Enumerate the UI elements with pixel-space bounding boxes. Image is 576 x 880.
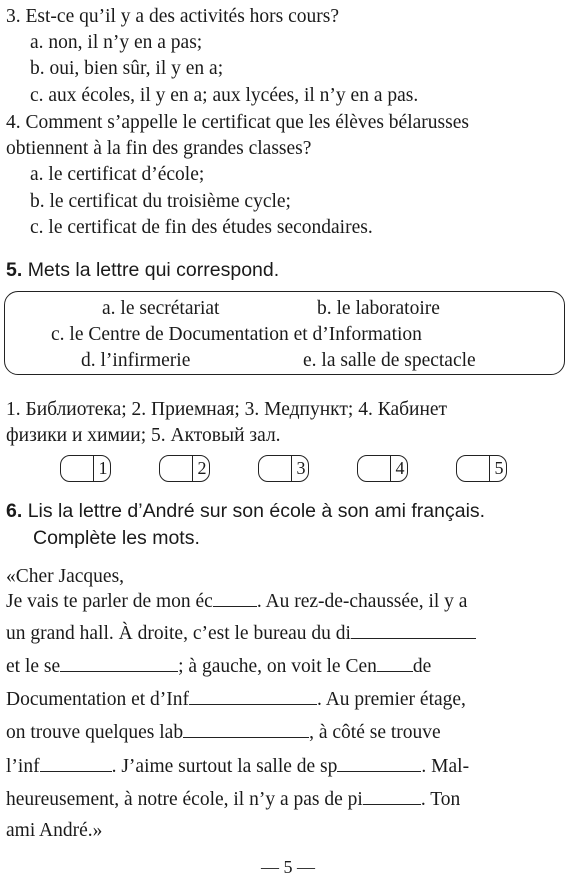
ex5-choices-box — [4, 291, 565, 375]
letter-text: . Ton — [420, 789, 461, 810]
letter-closing: ami André.» — [6, 820, 103, 841]
ex5-instruction: Mets la lettre qui correspond. — [27, 259, 280, 281]
answer-box-label: 5 — [494, 458, 504, 478]
letter-text: Documentation et d’Inf — [6, 689, 190, 710]
letter-text: , à côté se trouve — [309, 722, 441, 743]
blank-field[interactable] — [183, 721, 309, 738]
q3-question: 3. Est-ce qu’il y a des activités hors cours? — [6, 6, 340, 27]
ex6-number: 6. — [6, 500, 23, 522]
choice-a: a. le secrétariat — [102, 298, 220, 319]
answer-box-label: 2 — [197, 458, 207, 478]
answer-box-4[interactable] — [357, 455, 408, 482]
answer-box-1[interactable] — [60, 455, 111, 482]
choice-b: b. le laboratoire — [317, 298, 440, 319]
letter-text: . Au rez-de-chaussée, il y a — [256, 591, 468, 612]
letter-text: et le se — [6, 656, 61, 677]
q4-question-line2: obtiennent à la fin des grandes classes? — [6, 138, 312, 159]
blank-field[interactable] — [40, 755, 112, 772]
ex6-instruction-line2: Complète les mots. — [33, 527, 200, 549]
letter-text: un grand hall. À droite, c’est le bureau du di — [6, 623, 351, 644]
choice-d: d. l’infirmerie — [81, 350, 191, 371]
page-number: — 5 — — [261, 857, 315, 877]
ex5-heading — [6, 258, 279, 282]
choice-e: e. la salle de spectacle — [303, 350, 476, 371]
letter-text: heureusement, à notre école, il n’y a pas de pi — [6, 789, 363, 810]
letter-line-2 — [6, 622, 565, 645]
ex5-number: 5. — [6, 259, 23, 281]
letter-text: . Au premier étage, — [317, 689, 466, 710]
letter-text: Je vais te parler de mon éc — [6, 591, 213, 612]
letter-text: de — [412, 656, 432, 677]
answer-box-3[interactable] — [258, 455, 309, 482]
ex6-instruction-line1: Lis la lettre d’André sur son école à son ami français. — [27, 500, 486, 522]
blank-field[interactable] — [337, 755, 421, 772]
blank-field[interactable] — [363, 788, 421, 805]
answer-box-5[interactable] — [456, 455, 507, 482]
letter-text: l’inf — [6, 756, 40, 777]
q4-option-c: c. le certificat de fin des études secondaires. — [30, 217, 373, 238]
q3-option-b: b. oui, bien sûr, il y en a; — [30, 58, 224, 79]
letter-line-7 — [6, 788, 565, 811]
ex5-items-line1: 1. Библиотека; 2. Приемная; 3. Медпункт; 4. Кабинет — [6, 399, 448, 420]
q4-option-b: b. le certificat du troisième cycle; — [30, 191, 291, 212]
q3-option-c: c. aux écoles, il y en a; aux lycées, il n’y en a pas. — [30, 85, 419, 106]
letter-line-3 — [6, 655, 565, 678]
ex5-items-line2: физики и химии; 5. Актовый зал. — [6, 425, 281, 446]
q4-question-line1: 4. Comment s’appelle le certificat que les élèves bélarusses — [6, 112, 469, 133]
answer-box-label: 3 — [296, 458, 306, 478]
answer-box-label: 4 — [395, 458, 405, 478]
letter-line-4 — [6, 688, 565, 711]
blank-field[interactable] — [377, 655, 413, 672]
blank-field[interactable] — [213, 590, 257, 607]
answer-box-label: 1 — [98, 458, 108, 478]
choice-c: c. le Centre de Documentation et d’Information — [51, 324, 422, 345]
answer-box-2[interactable] — [159, 455, 210, 482]
letter-text: on trouve quelques lab — [6, 722, 184, 743]
letter-text: . J’aime surtout la salle de sp — [111, 756, 338, 777]
letter-line-6 — [6, 755, 565, 778]
blank-field[interactable] — [351, 622, 476, 639]
q3-option-a: a. non, il n’y en a pas; — [30, 32, 203, 53]
letter-greeting: «Cher Jacques, — [6, 566, 125, 587]
q4-option-a: a. le certificat d’école; — [30, 164, 205, 185]
ex6-heading-line1 — [6, 499, 485, 523]
blank-field[interactable] — [189, 688, 317, 705]
blank-field[interactable] — [60, 655, 178, 672]
letter-text: . Mal- — [421, 756, 470, 777]
letter-line-1 — [6, 590, 565, 613]
letter-text: ; à gauche, on voit le Cen — [178, 656, 377, 677]
letter-line-5 — [6, 721, 565, 744]
